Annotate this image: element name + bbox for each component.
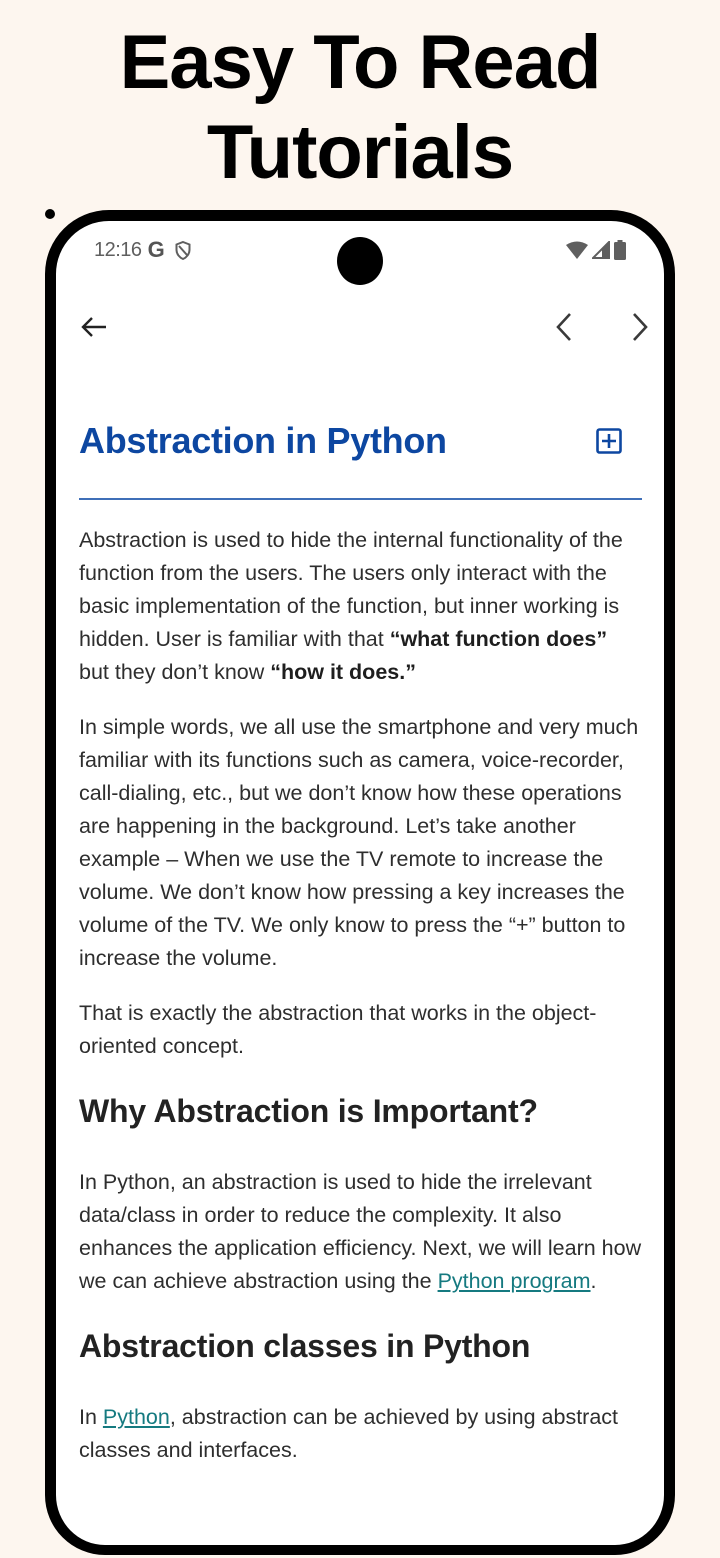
- chevron-right-icon: [630, 312, 650, 342]
- phone-frame: [45, 210, 675, 1555]
- promo-line-2: Tutorials: [206, 110, 514, 195]
- battery-icon: [614, 240, 626, 260]
- chevron-left-icon: [554, 312, 574, 342]
- section-heading-why: Why Abstraction is Important?: [79, 1093, 538, 1129]
- article-header: [79, 411, 642, 471]
- plus-box-icon: [596, 428, 622, 454]
- top-app-bar: [56, 301, 664, 353]
- status-bar: [94, 237, 626, 263]
- bold-text: “what function does”: [389, 627, 608, 651]
- text: In Python, an abstraction is used to hide the irrelevant data/class in order to reduce the complexity. It also enhances the application efficiency. Next, we will learn how we can achieve abstraction using the: [79, 1170, 642, 1293]
- shield-icon: [175, 241, 191, 260]
- article-title: Abstraction in Python: [79, 420, 447, 461]
- paragraph-5: [79, 1401, 642, 1467]
- back-button[interactable]: [70, 301, 118, 353]
- text: Abstraction is used to hide the internal functionality of the function from the users. The users only interact with the basic implementation of the function, but inner working is hidden. User is familiar with that: [79, 528, 623, 651]
- next-page-button[interactable]: [616, 301, 664, 353]
- promo-line-1: Easy To Read: [119, 20, 601, 105]
- paragraph-1: [79, 524, 642, 689]
- promo-headline: [0, 18, 720, 198]
- text: In: [79, 1405, 103, 1429]
- paragraph-2: In simple words, we all use the smartphone and very much familiar with its functions such as camera, voice-recorder, call-dialing, etc., but we don’t know how these operations are happening in the background. Let’s take another example – When we use the TV remote to increase the volume. We don’t know how pressing a key increases the volume of the TV. We only know to press the “+” button to increase the volume.: [79, 715, 639, 970]
- decorative-dot: [45, 209, 55, 219]
- python-link[interactable]: Python: [102, 1405, 170, 1429]
- google-icon: G: [147, 237, 165, 262]
- text: , abstraction can be achieved by using abstract classes and interfaces.: [79, 1405, 619, 1462]
- text: .: [590, 1269, 597, 1293]
- previous-page-button[interactable]: [540, 301, 588, 353]
- text: but they don’t know: [79, 660, 271, 684]
- article-content: [79, 411, 642, 1489]
- expand-button[interactable]: [596, 428, 622, 454]
- section-heading-classes: Abstraction classes in Python: [79, 1328, 531, 1364]
- paragraph-3: That is exactly the abstraction that works in the object-oriented concept.: [79, 1001, 597, 1058]
- back-arrow-icon: [80, 315, 108, 339]
- status-time: 12:16: [94, 238, 142, 261]
- title-divider: [79, 498, 642, 500]
- paragraph-4: [79, 1166, 642, 1298]
- bold-text: “how it does.”: [270, 660, 416, 684]
- signal-icon: [592, 241, 610, 259]
- wifi-icon: [566, 241, 588, 259]
- python-program-link[interactable]: Python program: [437, 1269, 591, 1293]
